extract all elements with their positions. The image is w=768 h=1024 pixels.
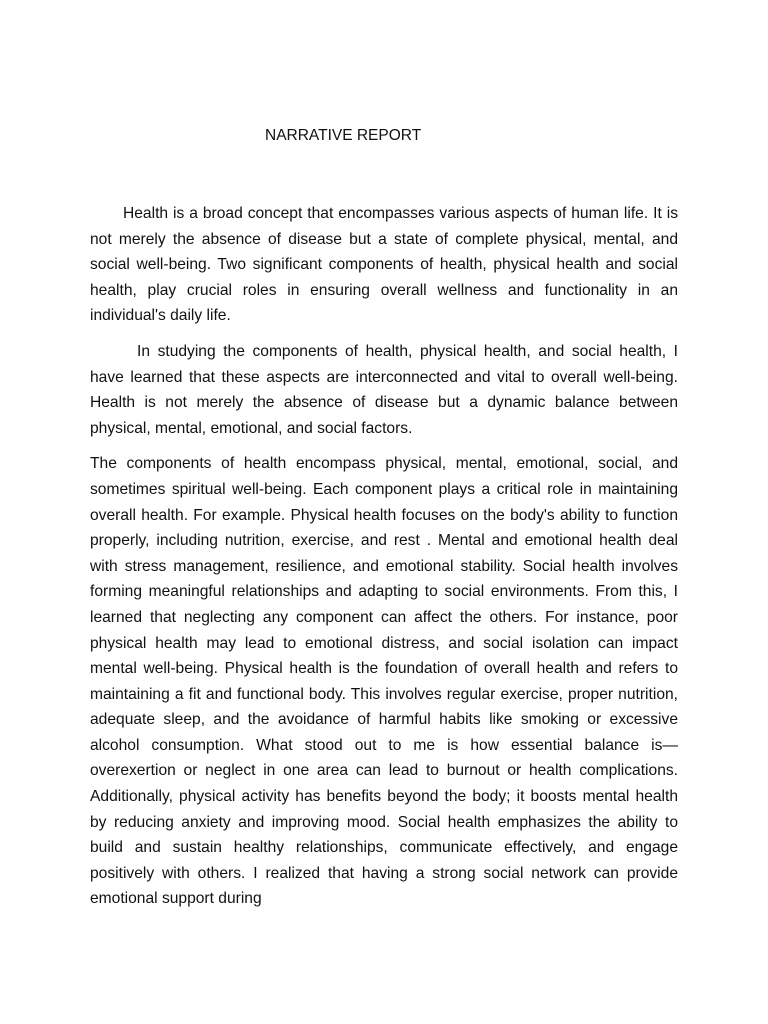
document-title: NARRATIVE REPORT [265,127,422,144]
paragraph-learning: In studying the components of health, physical health, and social health, I have learned that these aspects are interconnected and vital to overall well-being. Health is not merely the absence of disease but a dynamic balance between physical, mental, emotional, and social factors. [90,342,678,437]
paragraph-introduction: Health is a broad concept that encompasses various aspects of human life. It is not merely the absence of disease but a state of complete physical, mental, and social well-being. Two significant components of health, physical health and social health, play crucial roles in ensuring overall wellness and functionality in an individual's daily life. [90,205,678,325]
document-body [90,201,678,922]
paragraph-components: The components of health encompass physical, mental, emotional, social, and sometimes spiritual well-being. Each component plays a critical role in maintaining overall health. For example. Physical health focuses on the body's ability to function properly, including nutrition, exercise, and rest . Mental and emotional health deal with stress management, resilience, and emotional stability. Social health involves forming meaningful relationships and adapting to social environments. From this, I learned that neglecting any component can affect the others. For instance, poor physical health may lead to emotional distress, and social isolation can impact mental well-being. Physical health is the foundation of overall health and refers to maintaining a fit and functional body. This involves regular exercise, proper nutrition, adequate sleep, and the avoidance of harmful habits like smoking or excessive alcohol consumption. What stood out to me is how essential balance is—overexertion or neglect in one area can lead to burnout or health complications. Additionally, physical activity has benefits beyond the body; it boosts mental health by reducing anxiety and improving mood. Social health emphasizes the ability to build and sustain healthy relationships, communicate effectively, and engage positively with others. I realized that having a strong social network can provide emotional support during [90,455,678,908]
